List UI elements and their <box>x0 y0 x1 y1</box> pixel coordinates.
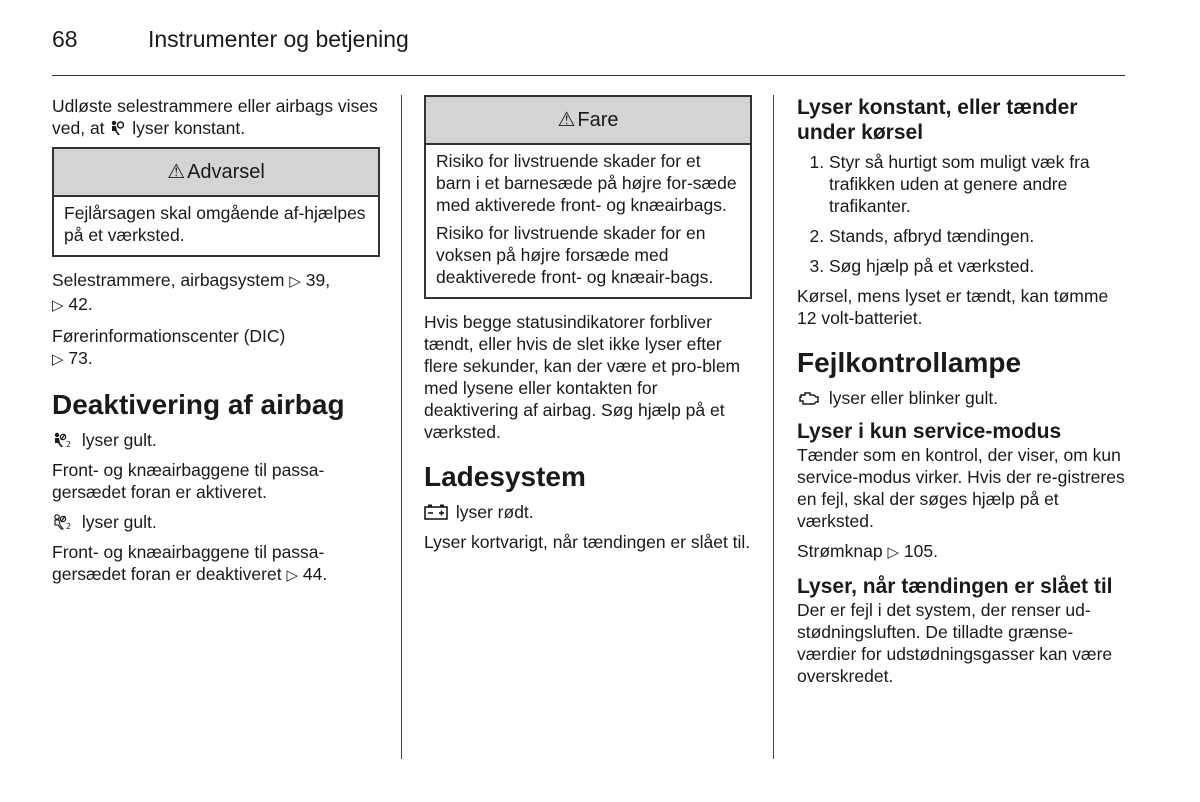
svg-text:2: 2 <box>66 522 72 530</box>
page-reference-link[interactable]: 105. <box>903 541 938 561</box>
reference-arrow-icon: ▷ <box>286 567 298 584</box>
paragraph: Der er fejl i det system, der renser ud-stødningsluften. De tilladte grænse-værdier for udstødningsgasser kan være overskredet. <box>797 600 1113 686</box>
page-number: 68 <box>52 26 78 52</box>
header-rule <box>52 75 1125 76</box>
column-1 <box>52 95 380 595</box>
paragraph: Hvis begge statusindikatorer forbliver tændt, eller hvis de slet ikke lyser efter flere sekunder, kan der være et pro-blem med lysene eller kontakten for deaktivering af airbag. Søg hjælp på et værksted. <box>424 312 741 442</box>
page-reference-link[interactable]: 42. <box>68 294 93 314</box>
section-heading: Ladesystem <box>424 461 586 492</box>
danger-text: Risiko for livstruende skader for en voksen på højre forsæde med deaktiverede front- og knæair-bags. <box>436 223 714 287</box>
page-header <box>52 26 1125 56</box>
reference-dic: Førerinformationscenter (DIC) ▷ 73. <box>52 326 286 368</box>
steps-list <box>797 151 1127 277</box>
page-reference-link[interactable]: 73. <box>68 348 93 368</box>
column-divider <box>773 95 774 759</box>
paragraph: Tænder som en kontrol, der viser, om kun service-modus virker. Hvis der re-gistreres en fejl, skal der søges hjælp på et værksted. <box>797 445 1125 531</box>
paragraph: Front- og knæairbaggene til passa-gersædet foran er deaktiveret ▷ 44. <box>52 542 328 584</box>
section-heading: Fejlkontrollampe <box>797 347 1022 378</box>
warning-text: Fejlårsagen skal omgående af-hjælpes på et værksted. <box>64 203 366 245</box>
list-item: 2. Stands, afbryd tændingen. <box>829 225 1127 247</box>
warning-box-header <box>54 149 378 197</box>
page-reference-link[interactable]: 44. <box>302 564 328 584</box>
reference-arrow-icon: ▷ <box>52 297 64 314</box>
danger-title: Fare <box>577 109 619 131</box>
section-heading: Deaktivering af airbag <box>52 389 345 420</box>
column-divider <box>401 95 402 759</box>
list-item: 1. Styr så hurtigt som muligt væk fra trafikken uden at genere andre trafikanter. <box>829 151 1127 217</box>
warning-triangle-icon: ⚠ <box>557 109 576 131</box>
warning-title: Advarsel <box>187 161 265 183</box>
danger-box-header <box>426 97 750 145</box>
reference-arrow-icon: ▷ <box>289 273 301 290</box>
chapter-title: Instrumenter og betjening <box>148 26 409 52</box>
warning-box <box>52 147 380 257</box>
status-line: lyser eller blinker gult. <box>797 387 1127 409</box>
subsection-heading: Lyser, når tændingen er slået til <box>797 575 1113 598</box>
paragraph: Lyser kortvarigt, når tændingen er slået til. <box>424 532 751 552</box>
engine-check-icon <box>797 390 821 406</box>
reference-power-button: Strømknap ▷ 105. <box>797 541 938 561</box>
danger-text: Risiko for livstruende skader for et barn i et barnesæde på højre for-sæde med aktiverede front- og knæairbags. <box>436 151 737 215</box>
column-2 <box>424 95 752 561</box>
airbag-off-indicator-icon <box>52 432 74 448</box>
reference-arrow-icon: ▷ <box>887 544 899 561</box>
paragraph: Kørsel, mens lyset er tændt, kan tømme 12 volt-batteriet. <box>797 286 1109 328</box>
paragraph: Front- og knæairbaggene til passa-gersædet foran er aktiveret. <box>52 460 325 502</box>
reference-arrow-icon: ▷ <box>52 351 64 368</box>
reference-seatbelt-airbag: Selestrammere, airbagsystem ▷ 39, ▷ 42. <box>52 270 331 314</box>
list-item: 3. Søg hjælp på et værksted. <box>829 255 1127 277</box>
page-reference-link[interactable]: 39, <box>305 270 331 290</box>
status-line: 2 lyser gult. <box>52 429 380 451</box>
status-line: 2 lyser gult. <box>52 511 380 533</box>
column-3 <box>797 95 1127 695</box>
danger-box <box>424 95 752 299</box>
warning-triangle-icon: ⚠ <box>167 161 186 183</box>
subsection-heading: Lyser i kun service-modus <box>797 420 1062 443</box>
intro-paragraph: Udløste selestrammere eller airbags vises ved, at lyser konstant. <box>52 96 378 138</box>
airbag-warning-icon <box>109 120 124 136</box>
status-line: lyser rødt. <box>424 501 752 523</box>
svg-text:2: 2 <box>66 440 72 448</box>
airbag-off-indicator-icon <box>52 514 74 530</box>
subsection-heading: Lyser konstant, eller tænder under kørsel <box>797 96 1078 144</box>
battery-icon <box>424 504 448 520</box>
